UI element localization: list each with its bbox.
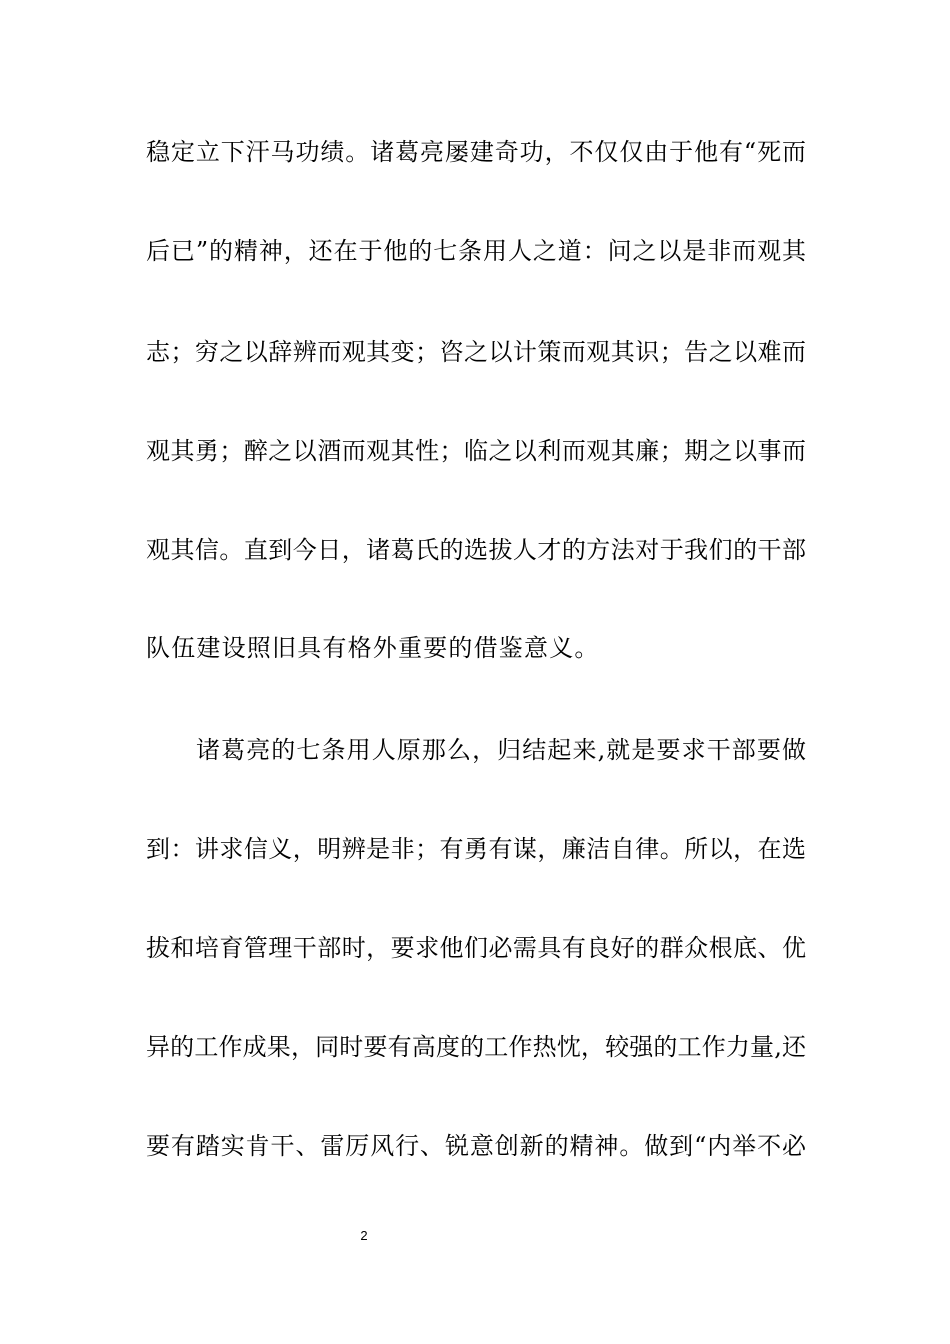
text-line: 志；穷之以辞辨而观其变；咨之以计策而观其识；告之以难而 [146,338,806,366]
text-line: 要有踏实肯干、雷厉风行、锐意创新的精神。做到“内举不必 [146,1132,806,1160]
text-line: 拔和培育管理干部时，要求他们必需具有良好的群众根底、优 [146,934,806,962]
text-line: 队伍建设照旧具有格外重要的借鉴意义。 [146,634,600,662]
text-line: 到：讲求信义，明辨是非；有勇有谋，廉洁自律。所以，在选 [146,835,806,863]
text-line: 诸葛亮的七条用人原那么，归结起来,就是要求干部要做 [196,736,806,764]
text-line: 观其信。直到今日，诸葛氏的选拔人才的方法对于我们的干部 [146,536,806,564]
text-line: 观其勇；醉之以酒而观其性；临之以利而观其廉；期之以事而 [146,437,806,465]
text-line: 稳定立下汗马功绩。诸葛亮屡建奇功，不仅仅由于他有“死而 [146,138,806,166]
page-number: 2 [360,1228,368,1243]
text-line: 异的工作成果，同时要有高度的工作热忱，较强的工作力量,还 [146,1033,806,1061]
text-line: 后已”的精神，还在于他的七条用人之道：问之以是非而观其 [146,237,806,265]
